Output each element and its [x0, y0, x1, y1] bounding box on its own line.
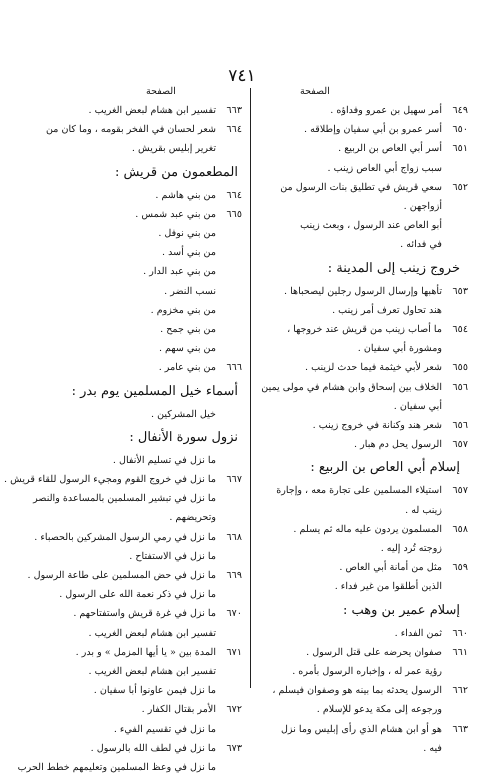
page-ref-number: ٦٥٥: [452, 362, 468, 374]
entry-text: ما نزل فيمن عاونوا أبا سفيان .: [93, 685, 216, 697]
index-entry: [27, 566, 242, 585]
entry-text: مثل من أمانة أبي العاص .: [339, 562, 442, 574]
page-ref-number: [216, 720, 242, 739]
page-ref-number: [442, 539, 468, 558]
entry-text: فيه .: [423, 742, 442, 754]
entry-text: ما نزل في حض المسلمين على طاعة الرسول .: [27, 570, 216, 582]
entry-text: ورجوعه إلى مكة يدعو للإسلام .: [316, 704, 442, 716]
entry-text: تفسير ابن هشام لبعض الغريب .: [88, 105, 216, 116]
index-entry-continuation: [262, 397, 468, 416]
index-entry-continuation: [262, 577, 468, 596]
index-entry-continuation: [50, 681, 242, 700]
page-ref-number: [216, 624, 242, 643]
page-ref-number: ٦٦٠: [452, 627, 468, 639]
entry-text: صفوان يحرضه على قتل الرسول .: [306, 646, 442, 658]
page-column-header: الصفحة: [300, 86, 330, 97]
page-ref-number: [442, 501, 468, 520]
index-entry-continuation: [262, 700, 468, 719]
entry-text: أسر عمرو بن أبي سفيان وإطلاقه .: [304, 124, 442, 136]
section-heading: أسماء خيل المسلمين يوم بدر :: [71, 383, 238, 399]
entry-text: شعر لأبي خيثمة فيما حدث لزينب .: [304, 362, 442, 374]
page-ref-number: ٦٥٠: [452, 124, 468, 136]
index-entry-continuation: [50, 243, 242, 262]
page-ref-number: ٦٦٢: [452, 685, 468, 697]
page-ref-number: ٦٦٧: [226, 474, 242, 486]
right-column-lines: [262, 101, 468, 758]
index-entry: [262, 720, 468, 739]
entry-text: سبب زواج أبي العاص زينب .: [327, 162, 442, 174]
page-number: ٧٤١: [228, 66, 256, 86]
page-ref-number: ٦٥٨: [452, 523, 468, 535]
entry-text: وتحريضهم .: [169, 512, 216, 524]
index-entry-continuation: [50, 585, 242, 604]
entry-text: من بني أسد .: [162, 247, 216, 259]
page-ref-number: [216, 489, 242, 508]
column-divider: [250, 88, 251, 688]
index-entry: [262, 378, 468, 397]
page-ref-number: [442, 197, 468, 216]
section-heading: إسلام أبي العاص بن الربيع :: [310, 460, 460, 476]
index-entry-continuation: [50, 320, 242, 339]
entry-text: أسر أبي العاص بن الربيع .: [338, 143, 442, 155]
page-ref-number: ٦٥٦: [452, 381, 468, 393]
entry-text: ثمن الفداء .: [394, 627, 442, 639]
entry-text: خيل المشركين .: [151, 408, 216, 420]
index-entry-continuation: [262, 501, 468, 520]
entry-text: زوجته تُرد إليه .: [380, 543, 442, 555]
index-entry: [262, 120, 468, 139]
entry-text: ما نزل في غرة قريش واستفتاحهم .: [73, 608, 216, 620]
index-entry-continuation: [50, 662, 242, 681]
entry-text: شعر هند وكنانة في خروج زينب .: [312, 420, 442, 432]
index-entry-continuation: [262, 339, 468, 358]
entry-text: الأمر بقتال الكفار .: [141, 704, 216, 716]
section-heading: نزول سورة الأنفال :: [129, 429, 238, 445]
index-entry-continuation: [50, 301, 242, 320]
index-entry: [262, 282, 468, 301]
index-entry-continuation: [50, 547, 242, 566]
right-column: [262, 84, 468, 758]
page-ref-number: [216, 508, 242, 527]
page-ref-number: ٦٦٤: [226, 189, 242, 201]
page-ref-number: [442, 739, 468, 758]
entry-text: شعر لحسان في الفخر بقومه ، وما كان من: [45, 124, 216, 136]
entry-text: من بني نوفل .: [158, 228, 216, 240]
index-entry: [50, 358, 242, 377]
page-ref-number: ٦٥٤: [452, 324, 468, 336]
page-ref-number: [216, 301, 242, 320]
entry-text: تغرير إبليس بقريش .: [131, 143, 216, 155]
page-ref-number: [442, 700, 468, 719]
entry-text: في فدائه .: [400, 239, 442, 251]
entry-text: ما نزل في تسليم الأنفال .: [112, 454, 216, 466]
entry-text: تفسير ابن هشام لبعض الغريب .: [88, 627, 216, 639]
entry-text: ما نزل في ذكر نعمة الله على الرسول .: [59, 589, 216, 601]
page-ref-number: [216, 224, 242, 243]
entry-text: ما نزل في رمي الرسول المشركين بالحصباء .: [34, 531, 216, 543]
index-entry-continuation: [262, 739, 468, 758]
page-ref-number: [442, 216, 468, 235]
index-entry-continuation: [262, 235, 468, 254]
page-ref-number: ٦٦٨: [226, 531, 242, 543]
index-entry-continuation: [50, 720, 242, 739]
page-ref-number: ٦٥١: [452, 143, 468, 155]
page-ref-number: ٦٦٣: [452, 723, 468, 735]
page-ref-number: ٦٦٩: [226, 570, 242, 582]
entry-text: نسب النضر .: [164, 285, 216, 297]
entry-text: زينب له .: [405, 504, 442, 516]
page-ref-number: ٦٧٣: [226, 742, 242, 754]
section-heading: المطعمون من قريش :: [114, 164, 238, 180]
index-entry: [262, 681, 468, 700]
entry-text: ما نزل في وعظ المسلمين وتعليمهم خطط الحرب: [17, 762, 216, 774]
page-ref-number: ٦٦١: [452, 646, 468, 658]
entry-text: من بني سهم .: [158, 343, 216, 355]
page-ref-number: [216, 681, 242, 700]
index-entry: [262, 643, 468, 662]
entry-text: هو أو ابن هشام الذي رأى إبليس وما نزل: [280, 723, 442, 735]
index-entry-continuation: [50, 451, 242, 470]
entry-text: المدة بين « يا أيها المزمل » و بدر .: [75, 646, 216, 658]
entry-text: الرسول يحل دم هبار .: [354, 439, 442, 451]
index-entry: [34, 528, 242, 547]
index-entry-continuation: [262, 159, 468, 178]
page-ref-number: [216, 243, 242, 262]
page-ref-number: ٦٦٦: [226, 362, 242, 374]
page-ref-number: ٦٥٦: [452, 420, 468, 432]
page-ref-number: [442, 339, 468, 358]
page-ref-number: ٦٥٧: [452, 439, 468, 451]
entry-text: من بني جمح .: [160, 324, 216, 336]
entry-text: الذين أطلقوا من غير فداء .: [334, 581, 442, 593]
index-entry-continuation: [50, 508, 242, 527]
index-entry: [262, 178, 468, 197]
page-ref-number: ٦٥٢: [452, 181, 468, 193]
page-ref-number: [216, 662, 242, 681]
page-ref-number: ٦٥٣: [452, 285, 468, 297]
left-column: [4, 84, 242, 777]
section-heading: خروج زينب إلى المدينة :: [327, 260, 460, 276]
index-entry: [50, 101, 242, 120]
page-ref-number: [216, 139, 242, 158]
page-ref-number: [442, 159, 468, 178]
page-ref-number: [442, 662, 468, 681]
entry-text: الخلاف بين إسحاق وابن هشام في مولى يمين: [261, 381, 442, 393]
index-entry-continuation: [50, 282, 242, 301]
page-ref-number: [216, 451, 242, 470]
index-entry-continuation: [50, 339, 242, 358]
page-ref-number: ٦٥٩: [452, 562, 468, 574]
page-ref-number: [216, 547, 242, 566]
left-column-lines: [4, 101, 242, 777]
entry-text: أمر سهيل بن عمرو وفداؤه .: [330, 105, 442, 116]
page-ref-number: [442, 577, 468, 596]
index-entry-continuation: [262, 197, 468, 216]
entry-text: سعي قريش في تطليق بنات الرسول من: [280, 181, 442, 193]
index-entry: [50, 643, 242, 662]
page-ref-number: ٦٥٧: [452, 485, 468, 497]
section-heading: إسلام عمير بن وهب :: [343, 602, 460, 618]
entry-text: الرسول يحدثه بما بينه هو وصفوان فيسلم ،: [272, 685, 442, 697]
page-ref-number: ٦٦٣: [226, 105, 242, 116]
entry-text: من بني عبد شمس .: [135, 208, 216, 220]
entry-text: ما نزل في تقسيم الفيء .: [113, 723, 216, 735]
page-ref-number: [442, 235, 468, 254]
entry-text: أبو العاص عند الرسول ، وبعث زينب: [300, 220, 442, 232]
index-entry: [45, 120, 242, 139]
entry-text: من بني عامر .: [158, 362, 216, 374]
entry-text: المسلمون يردون عليه ماله ثم يسلم .: [293, 523, 442, 535]
page-ref-number: [216, 320, 242, 339]
entry-text: ما أصاب زينب من قريش عند خروجها ،: [287, 324, 442, 336]
entry-text: أزواجهن .: [403, 201, 442, 213]
index-entry-continuation: [50, 262, 242, 281]
index-entry-continuation: [17, 758, 242, 777]
page-ref-number: ٦٧٢: [226, 704, 242, 716]
entry-text: تفسير ابن هشام لبعض الغريب .: [88, 666, 216, 678]
index-entry-continuation: [50, 139, 242, 158]
entry-text: تأهبها وإرسال الرسول رجلين ليصحباها .: [284, 285, 442, 297]
page-ref-number: ٦٤٩: [452, 105, 468, 116]
entry-text: ومشورة أبي سفيان .: [357, 343, 442, 355]
page-ref-number: [216, 405, 242, 424]
page-ref-number: [216, 282, 242, 301]
index-entry-continuation: [33, 489, 242, 508]
index-entry-continuation: [262, 662, 468, 681]
entry-text: أبي سفيان .: [393, 400, 442, 412]
page-ref-number: ٦٧٠: [226, 608, 242, 620]
entry-text: من بني عبد الدار .: [143, 266, 216, 278]
page-ref-number: [216, 339, 242, 358]
index-entry: [262, 416, 468, 435]
page-ref-number: ٦٧١: [226, 646, 242, 658]
index-entry: [50, 604, 242, 623]
index-entry-continuation: [262, 216, 468, 235]
page-column-header: الصفحة: [146, 86, 176, 97]
index-entry: [262, 481, 468, 500]
index-entry-continuation: [50, 224, 242, 243]
index-entry-continuation: [50, 405, 242, 424]
index-entry: [262, 558, 468, 577]
index-entry: [50, 205, 242, 224]
page-ref-number: ٦٦٥: [226, 208, 242, 220]
index-entry: [262, 320, 468, 339]
index-entry: [4, 470, 242, 489]
index-entry: [262, 139, 468, 158]
page-ref-number: [216, 585, 242, 604]
entry-text: ما نزل في لطف الله بالرسول .: [90, 742, 216, 754]
page-ref-number: [442, 301, 468, 320]
entry-text: من بني مخزوم .: [150, 304, 216, 316]
index-entry-continuation: [262, 539, 468, 558]
page-ref-number: ٦٦٤: [226, 124, 242, 136]
entry-text: ما نزل في الاستفتاح .: [129, 550, 216, 562]
index-entry: [50, 739, 242, 758]
entry-text: هند تحاول تعرف أمر زينب .: [332, 304, 442, 316]
entry-text: ما نزل في تبشير المسلمين بالمساعدة والنصر: [33, 493, 216, 505]
entry-text: ما نزل في خروج القوم ومجيء الرسول للقاء قريش .: [4, 474, 216, 486]
index-entry: [262, 624, 468, 643]
index-entry-continuation: [262, 301, 468, 320]
index-entry: [262, 520, 468, 539]
entry-text: استيلاء المسلمين على تجارة معه ، وإجارة: [276, 485, 442, 497]
index-entry: [50, 186, 242, 205]
index-entry-continuation: [50, 624, 242, 643]
entry-text: من بني هاشم .: [155, 189, 216, 201]
page-ref-number: [216, 262, 242, 281]
page-ref-number: [442, 397, 468, 416]
entry-text: رؤية عمر له ، وإخباره الرسول بأمره .: [292, 666, 442, 678]
index-entry: [262, 358, 468, 377]
index-entry: [262, 101, 468, 120]
index-entry: [50, 700, 242, 719]
page-ref-number: [216, 758, 242, 777]
index-entry: [262, 435, 468, 454]
